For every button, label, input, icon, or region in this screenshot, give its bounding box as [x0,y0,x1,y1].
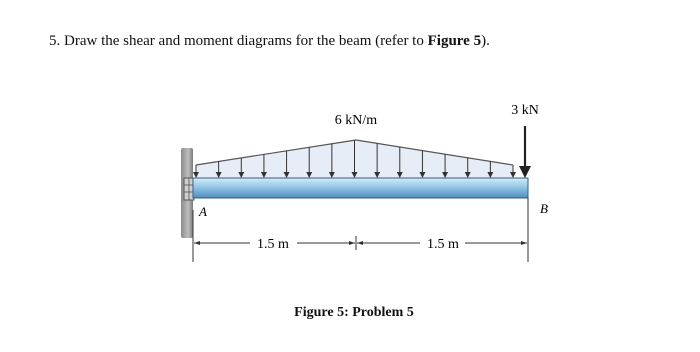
distributed-load-label: 6 kN/m [334,113,378,128]
beam [193,178,528,198]
support-label-a: A [199,204,207,219]
dim-left-label: 1.5 m [257,237,289,252]
question-body: Draw the shear and moment diagrams for the beam (refer to [64,33,424,49]
question-end: ). [481,33,490,49]
figure-reference: Figure 5 [427,33,482,49]
end-label-b: B [540,201,548,216]
dim-right-label: 1.5 m [427,237,459,252]
question-number: 5. [49,33,61,49]
fixed-support [181,148,194,238]
point-load-arrow [519,126,531,178]
figure-caption: Figure 5: Problem 5 [294,305,414,320]
point-load-label: 3 kN [511,103,539,118]
load-arrows [193,140,516,178]
